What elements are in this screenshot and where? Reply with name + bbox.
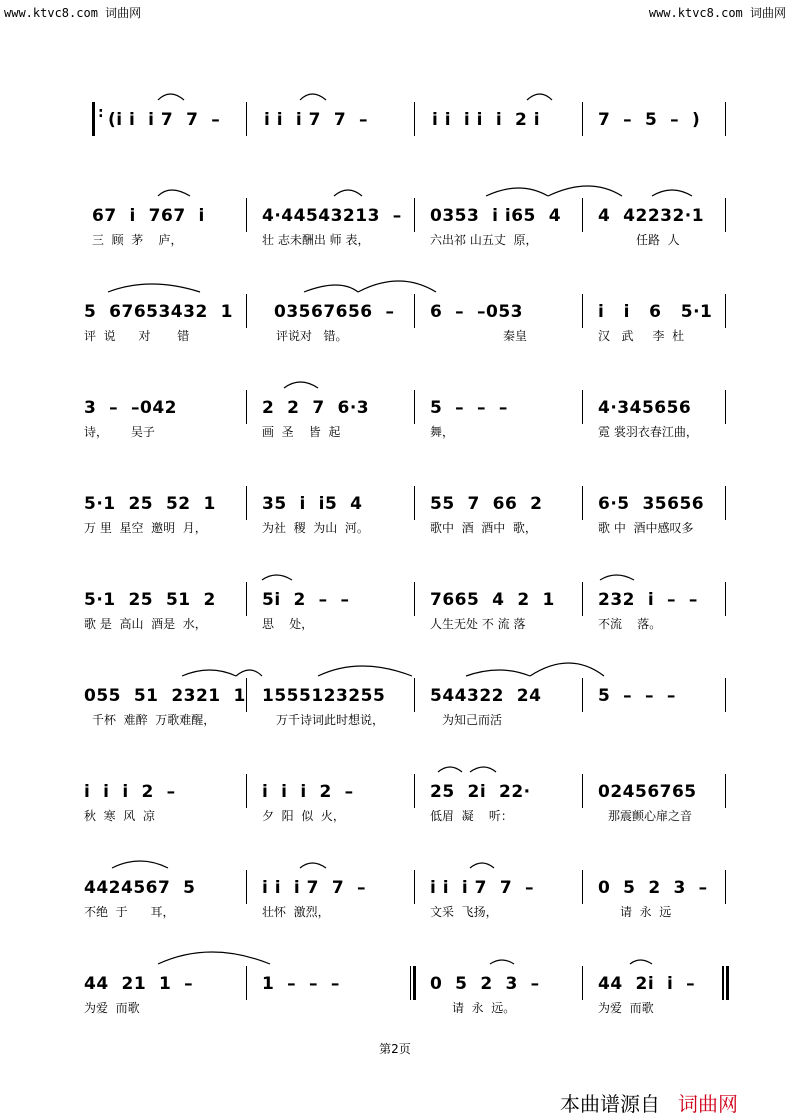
source-credit xyxy=(560,1088,738,1117)
page-number: 第2页 xyxy=(379,1042,411,1056)
barline xyxy=(246,774,247,808)
score-row xyxy=(0,294,790,354)
barline xyxy=(582,390,583,424)
measure-notes: 5·1 25 51 2 xyxy=(84,590,216,610)
repeat-start-barline xyxy=(92,102,95,136)
slur xyxy=(182,670,236,676)
score-row xyxy=(0,582,790,642)
measure-lyrics: 夕 阳 似 火， xyxy=(262,809,345,823)
measure-notes: 5 67653432 1 xyxy=(84,302,233,322)
slur xyxy=(527,94,552,100)
barline xyxy=(582,582,583,616)
barline xyxy=(246,966,247,1000)
measure-notes: 02456765 xyxy=(598,782,697,802)
slur xyxy=(486,188,548,196)
slur xyxy=(490,960,514,964)
measure-notes: 4424567 5 xyxy=(84,878,196,898)
barline xyxy=(582,294,583,328)
site-watermark-right: www.ktvc8.com 词曲网 xyxy=(648,6,786,20)
measure-notes: i i i 2 – xyxy=(262,782,354,802)
slur xyxy=(300,863,326,868)
measure-notes: 4·345656 xyxy=(598,398,692,418)
barline xyxy=(246,678,247,712)
source-text: 本曲谱源自 xyxy=(560,1092,660,1116)
measure-notes: 44 21 1 – xyxy=(84,974,194,994)
barline xyxy=(582,966,583,1000)
slur xyxy=(304,285,358,292)
slur xyxy=(530,663,604,676)
slur xyxy=(652,190,692,196)
barline xyxy=(414,102,415,136)
measure-notes: i i i 2 – xyxy=(84,782,176,802)
slur xyxy=(158,190,190,196)
measure-notes: 67 i 767 i xyxy=(92,206,205,226)
slur xyxy=(470,863,494,868)
measure-notes: 44 2i i – xyxy=(598,974,696,994)
barline xyxy=(410,966,411,1000)
barline xyxy=(725,582,726,616)
measure-lyrics: 为爱 而歌 xyxy=(84,1001,140,1015)
measure-lyrics: 请 永 远 xyxy=(620,905,672,919)
measure-notes: 6 – –053 xyxy=(430,302,523,322)
measure-notes: 055 51 2321 1 xyxy=(84,686,246,706)
measure-lyrics: 三 顾 茅 庐， xyxy=(92,233,183,247)
measure-lyrics: 壮怀 激烈， xyxy=(262,905,330,919)
score-row xyxy=(0,102,790,162)
score-row xyxy=(0,390,790,450)
barline xyxy=(725,486,726,520)
measure-lyrics: 不流 落。 xyxy=(598,617,662,631)
barline xyxy=(725,870,726,904)
measure-notes: 55 7 66 2 xyxy=(430,494,543,514)
slur xyxy=(108,284,200,292)
barline xyxy=(582,678,583,712)
site-watermark-left: www.ktvc8.com 词曲网 xyxy=(4,6,142,20)
measure-notes: i i i i i 2 i xyxy=(432,110,541,130)
measure-notes: 4·44543213 – xyxy=(262,206,402,226)
slur xyxy=(600,575,634,580)
slur xyxy=(318,666,412,676)
score-row xyxy=(0,678,790,738)
barline xyxy=(414,390,415,424)
measure-notes: 6·5 35656 xyxy=(598,494,705,514)
barline xyxy=(725,294,726,328)
measure-notes: 25 2i 22· xyxy=(430,782,531,802)
barline xyxy=(582,774,583,808)
barline xyxy=(414,774,415,808)
measure-notes: i i i 7 7 – xyxy=(430,878,534,898)
barline xyxy=(414,294,415,328)
measure-lyrics: 不绝 于 耳， xyxy=(84,905,175,919)
measure-notes: 2 2 7 6·3 xyxy=(262,398,370,418)
barline xyxy=(725,774,726,808)
barline xyxy=(246,390,247,424)
barline xyxy=(246,582,247,616)
barline xyxy=(246,486,247,520)
measure-notes: (i i i 7 7 – xyxy=(108,110,221,130)
score-row xyxy=(0,774,790,834)
barline xyxy=(246,870,247,904)
measure-notes: 544322 24 xyxy=(430,686,542,706)
barline xyxy=(582,870,583,904)
measure-notes: 0353 i i65 4 xyxy=(430,206,562,226)
slur xyxy=(158,952,270,964)
score-row xyxy=(0,966,790,1026)
measure-lyrics: 为爱 而歌 xyxy=(598,1001,654,1015)
barline xyxy=(582,486,583,520)
barline xyxy=(725,390,726,424)
measure-lyrics: 为知己而活 xyxy=(442,713,503,727)
measure-lyrics: 万 里 星空 邀明 月， xyxy=(84,521,207,535)
measure-lyrics: 壮 志未酬出 师 表， xyxy=(262,233,370,247)
barline xyxy=(246,102,247,136)
measure-notes: i i 6 5·1 xyxy=(598,302,713,322)
measure-notes: 5 – – – xyxy=(598,686,676,706)
barline xyxy=(414,870,415,904)
measure-notes: 35 i i5 4 xyxy=(262,494,363,514)
measure-lyrics: 霓 裳羽衣春江曲， xyxy=(598,425,698,439)
barline xyxy=(414,678,415,712)
measure-notes: 0 5 2 3 – xyxy=(598,878,708,898)
measure-lyrics: 汉 武 李 杜 xyxy=(598,329,685,343)
slur xyxy=(358,281,436,292)
barline xyxy=(246,198,247,232)
barline xyxy=(725,102,726,136)
slur xyxy=(466,670,530,676)
measure-lyrics: 画 圣 皆 起 xyxy=(262,425,341,439)
score-row xyxy=(0,870,790,930)
measure-lyrics: 任路 人 xyxy=(636,233,680,247)
measure-lyrics: 六出祁 山五丈 原， xyxy=(430,233,538,247)
measure-notes: 232 i – – xyxy=(598,590,698,610)
measure-notes: 5·1 25 52 1 xyxy=(84,494,216,514)
slur xyxy=(262,575,292,580)
measure-lyrics: 秋 寒 风 凉 xyxy=(84,809,155,823)
measure-lyrics: 那震颤心扉之音 xyxy=(608,809,693,823)
measure-lyrics: 万千诗词此时想说， xyxy=(276,713,385,727)
measure-lyrics: 歌 中 酒中感叹多 xyxy=(598,521,694,535)
measure-notes: 5i 2 – – xyxy=(262,590,350,610)
barline xyxy=(725,678,726,712)
measure-lyrics: 舞， xyxy=(430,425,455,439)
repeat-end-barline xyxy=(413,966,416,1000)
measure-lyrics: 文采 飞扬， xyxy=(430,905,498,919)
source-brand[interactable]: 词曲网 xyxy=(678,1092,738,1116)
score-row xyxy=(0,198,790,258)
measure-notes: 03567656 – xyxy=(274,302,395,322)
measure-lyrics: 请 永 远。 xyxy=(452,1001,516,1015)
slur xyxy=(112,861,168,868)
barline xyxy=(414,486,415,520)
score-row xyxy=(0,486,790,546)
measure-lyrics: 评 说 对 错 xyxy=(84,329,190,343)
measure-notes: 3 – –042 xyxy=(84,398,177,418)
measure-lyrics: 低眉 凝 听： xyxy=(430,809,513,823)
measure-notes: 0 5 2 3 – xyxy=(430,974,540,994)
measure-lyrics: 人生无处 不 流 落 xyxy=(430,617,526,631)
slur xyxy=(158,94,184,100)
measure-lyrics: 歌 是 高山 酒是 水， xyxy=(84,617,207,631)
slur xyxy=(630,960,652,964)
measure-notes: 4 42232·1 xyxy=(598,206,705,226)
measure-lyrics: 千杯 难醉 万歌难醒， xyxy=(92,713,216,727)
measure-notes: 1555123255 xyxy=(262,686,386,706)
measure-lyrics: 歌中 酒 酒中 歌， xyxy=(430,521,537,535)
barline xyxy=(414,582,415,616)
measure-lyrics: 评说对 错。 xyxy=(276,329,348,343)
barline xyxy=(246,294,247,328)
measure-lyrics: 思 处， xyxy=(262,617,314,631)
slur xyxy=(284,382,318,388)
measure-notes: i i i 7 7 – xyxy=(264,110,368,130)
barline xyxy=(414,198,415,232)
measure-lyrics: 诗， 吴子 xyxy=(84,425,155,439)
slur xyxy=(470,767,496,772)
measure-notes: 5 – – – xyxy=(430,398,508,418)
measure-notes: 7665 4 2 1 xyxy=(430,590,555,610)
repeat-dots: : xyxy=(98,105,104,121)
measure-lyrics: 秦皇 xyxy=(503,329,528,343)
barline xyxy=(582,198,583,232)
measure-notes: 7 – 5 – ) xyxy=(598,110,701,130)
barline xyxy=(582,102,583,136)
measure-notes: 1 – – – xyxy=(262,974,340,994)
slur xyxy=(236,670,262,676)
slur xyxy=(334,190,362,196)
measure-notes: i i i 7 7 – xyxy=(262,878,366,898)
slur xyxy=(438,767,462,772)
barline xyxy=(725,198,726,232)
final-barline-thick xyxy=(726,966,729,1000)
final-barline xyxy=(722,966,724,1000)
slur xyxy=(300,94,326,100)
slur xyxy=(548,186,622,196)
measure-lyrics: 为社 稷 为山 河。 xyxy=(262,521,369,535)
